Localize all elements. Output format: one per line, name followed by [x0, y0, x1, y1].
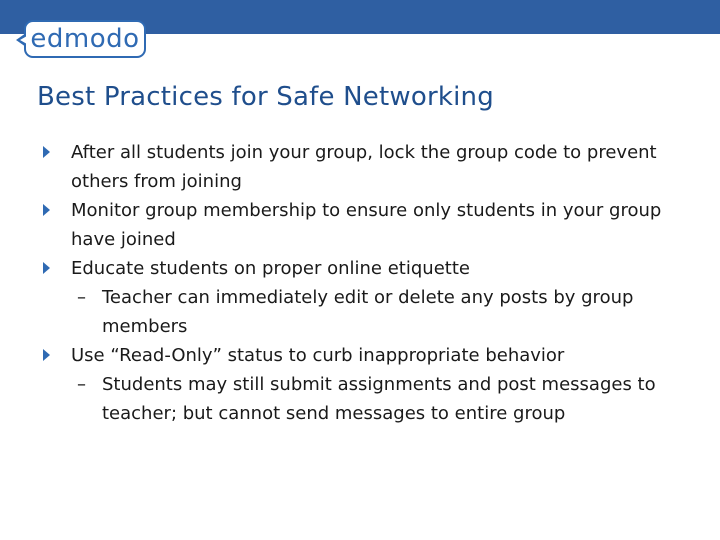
- bullet-item: [40, 341, 680, 370]
- bullet-item: [40, 196, 680, 254]
- edmodo-logo: [16, 20, 148, 60]
- triangle-right-icon: [43, 349, 50, 361]
- bullet-text: After all students join your group, lock the group code to prevent others from joining: [71, 142, 657, 192]
- triangle-right-icon: [43, 204, 50, 216]
- logo-text: edmodo: [30, 24, 140, 54]
- bullet-item: [40, 138, 680, 196]
- bullet-item: [40, 254, 680, 283]
- bullet-list: [40, 138, 680, 428]
- bullet-text: Monitor group membership to ensure only students in your group have joined: [71, 200, 662, 250]
- triangle-right-icon: [43, 262, 50, 274]
- slide-title: Best Practices for Safe Networking: [37, 82, 494, 112]
- sub-bullet-text: Students may still submit assignments and post messages to teacher; but cannot send messages to entire group: [102, 374, 656, 424]
- triangle-right-icon: [43, 146, 50, 158]
- sub-bullet-dash: –: [77, 287, 86, 308]
- sub-bullet-text: Teacher can immediately edit or delete any posts by group members: [102, 287, 634, 337]
- sub-bullet-dash: –: [77, 374, 86, 395]
- bullet-text: Use “Read-Only” status to curb inappropriate behavior: [71, 345, 565, 366]
- sub-bullet-item: [40, 283, 680, 341]
- sub-bullet-item: [40, 370, 680, 428]
- bullet-text: Educate students on proper online etiquette: [71, 258, 470, 279]
